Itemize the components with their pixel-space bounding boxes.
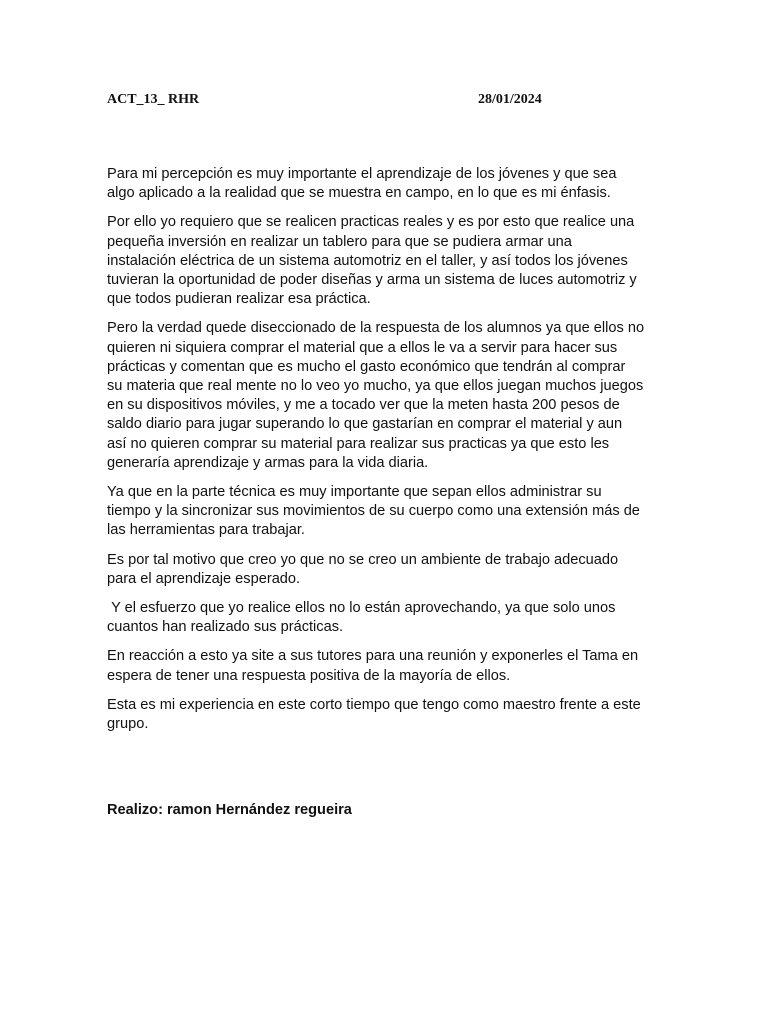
document-body [107,165,663,744]
paragraph: Y el esfuerzo que yo realice ellos no lo están aprovechando, ya que solo unos cuantos han realizado sus prácticas. [107,600,616,636]
document-header [107,92,667,112]
paragraph: Ya que en la parte técnica es muy importante que sepan ellos administrar su tiempo y la sincronizar sus movimientos de su cuerpo como una extensión más de las herramientas para trabajar. [107,484,640,539]
paragraph: Es por tal motivo que creo yo que no se creo un ambiente de trabajo adecuado para el aprendizaje esperado. [107,551,619,587]
paragraph: En reacción a esto ya site a sus tutores para una reunión y exponerles el Tama en espera de tener una respuesta positiva de la mayoría de ellos. [107,648,639,684]
paragraph: Pero la verdad quede diseccionado de la respuesta de los alumnos ya que ellos no quieren ni siquiera comprar el material que a ellos le va a servir para hacer sus prácticas y comentan que es mucho el gasto económico que tendrán al comprar su materia que real mente no lo veo yo mucho, ya que ellos juegan muchos juegos en su dispositivos móviles, y me a tocado ver que la meten hasta 200 pesos de saldo diario para jugar superando lo que gastarían en comprar el material y aun así no quieren comprar su material para realizar sus practicas ya que esto les generaría aprendizaje y armas para la vida diaria. [107,320,645,471]
paragraph: Para mi percepción es muy importante el aprendizaje de los jóvenes y que sea algo aplicado a la realidad que se muestra en campo, en lo que es mi énfasis. [107,166,617,202]
paragraph: Por ello yo requiero que se realicen practicas reales y es por esto que realice una pequeña inversión en realizar un tablero para que se pudiera armar una instalación eléctrica de un sistema automotriz en el taller, y así todos los jóvenes tuvieran la oportunidad de poder diseñas y arma un sistema de luces automotriz y que todos pudieran realizar esa práctica. [107,214,637,308]
paragraph: Esta es mi experiencia en este corto tiempo que tengo como maestro frente a este grupo. [107,696,641,733]
document-date: 28/01/2024 [478,92,542,107]
signature-line: Realizo: ramon Hernández regueira [107,802,352,818]
document-id: ACT_13_ RHR [107,92,200,107]
